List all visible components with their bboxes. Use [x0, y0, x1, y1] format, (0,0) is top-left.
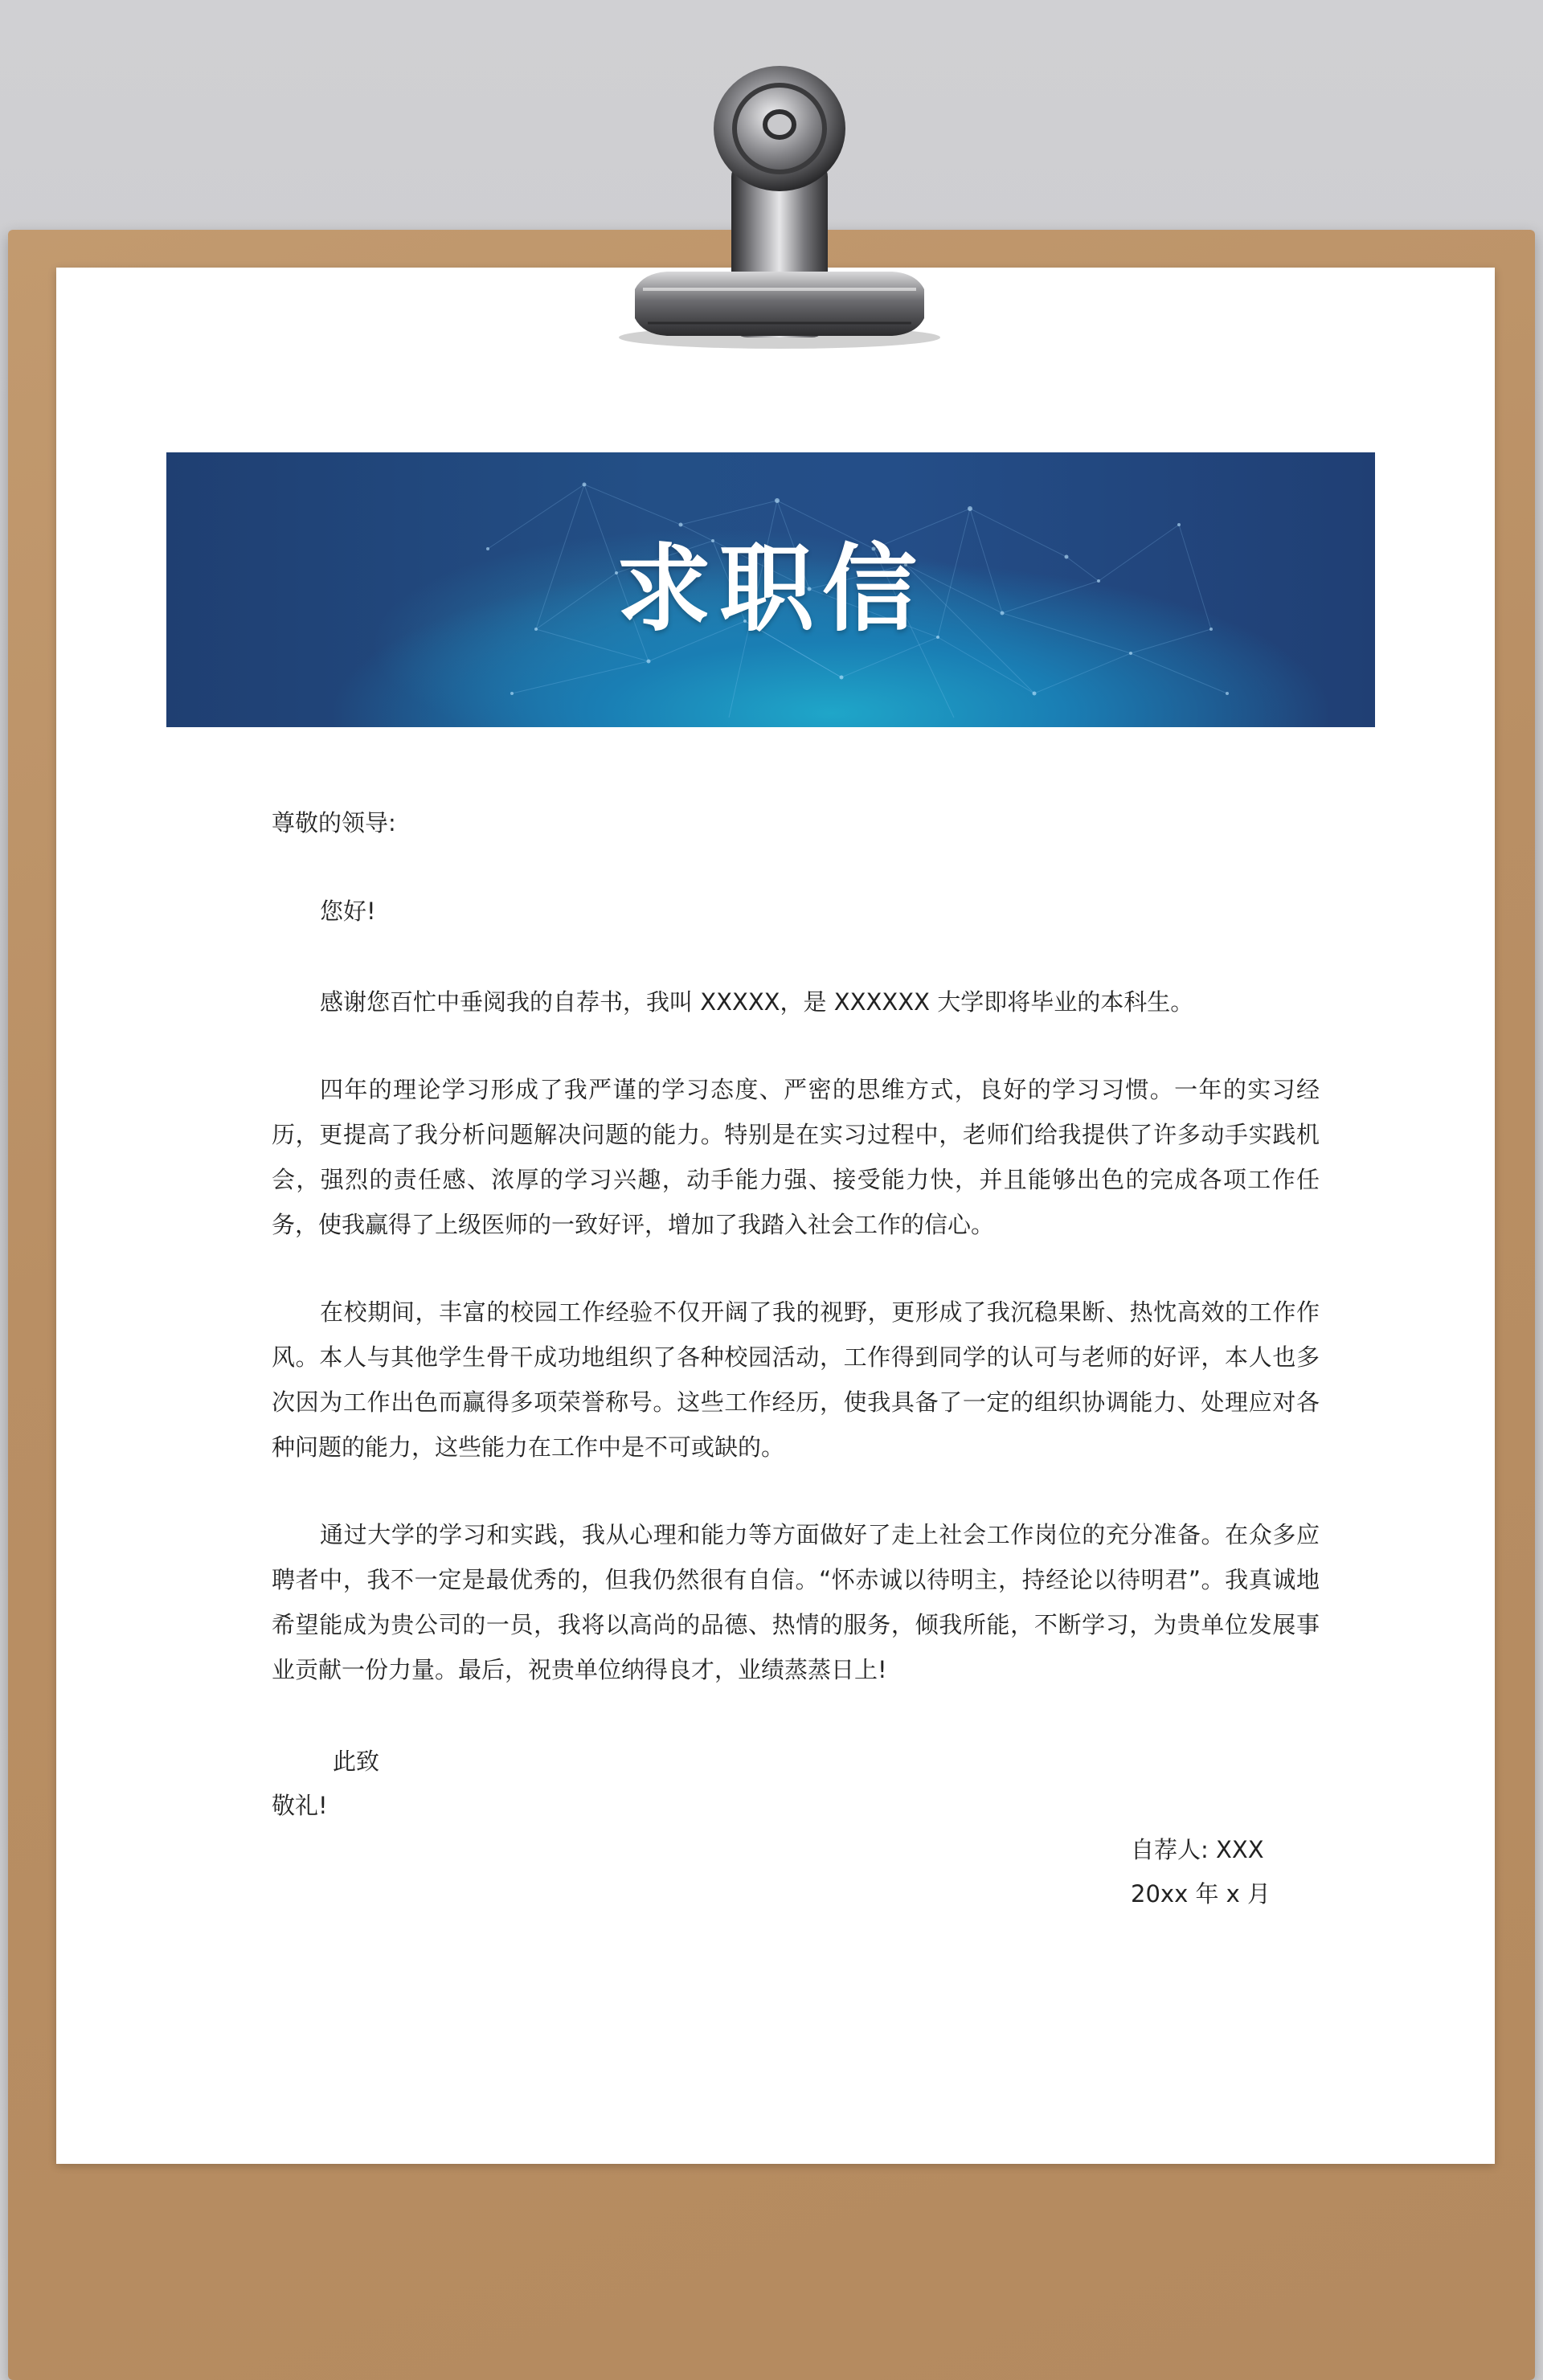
salutation: 尊敬的领导:: [272, 809, 396, 836]
closing-jingli: 敬礼!: [272, 1792, 328, 1819]
paragraph-study: 四年的理论学习形成了我严谨的学习态度、严密的思维方式，良好的学习习惯。一年的实习经历，更提高了我分析问题解决问题的能力。特别是在实习过程中，老师们给我提供了许多动手实践机会，强烈的责任感、浓厚的学习兴趣，动手能力强、接受能力快，并且能够出色的完成各项工作任务，使我赢得了上级医师的一致好评，增加了我踏入社会工作的信心。: [272, 1076, 1320, 1238]
paragraph-campus: 在校期间，丰富的校园工作经验不仅开阔了我的视野，更形成了我沉稳果断、热忱高效的工作作风。本人与其他学生骨干成功地组织了各种校园活动，工作得到同学的认可与老师的好评，本人也多次因为工作出色而赢得多项荣誉称号。这些工作经历，使我具备了一定的组织协调能力、处理应对各种问题的能力，这些能力在工作中是不可或缺的。: [272, 1298, 1320, 1461]
date: 20xx 年 x 月: [1131, 1880, 1271, 1908]
paragraph-conclusion: 通过大学的学习和实践，我从心理和能力等方面做好了走上社会工作岗位的充分准备。在众多应聘者中，我不一定是最优秀的，但我仍然很有自信。“怀赤诚以待明主，持经论以待明君”。我真诚地希望能成为贵公司的一员，我将以高尚的品德、热情的服务，倾我所能，不断学习，为贵单位发展事业贡献一份力量。最后，祝贵单位纳得良才，业绩蒸蒸日上!: [272, 1521, 1320, 1683]
letter-sheet: [56, 268, 1495, 2164]
header-banner: [166, 452, 1375, 727]
page-title: 求职信: [616, 534, 925, 644]
greeting: 您好!: [320, 898, 376, 925]
signature: 自荐人: XXX: [1131, 1836, 1264, 1863]
binder-clip-icon: [611, 48, 948, 354]
paragraph-intro: 感谢您百忙中垂阅我的自荐书，我叫 XXXXX，是 XXXXXX 大学即将毕业的本科生。: [320, 988, 1194, 1016]
closing-cizhi: 此致: [333, 1748, 380, 1775]
